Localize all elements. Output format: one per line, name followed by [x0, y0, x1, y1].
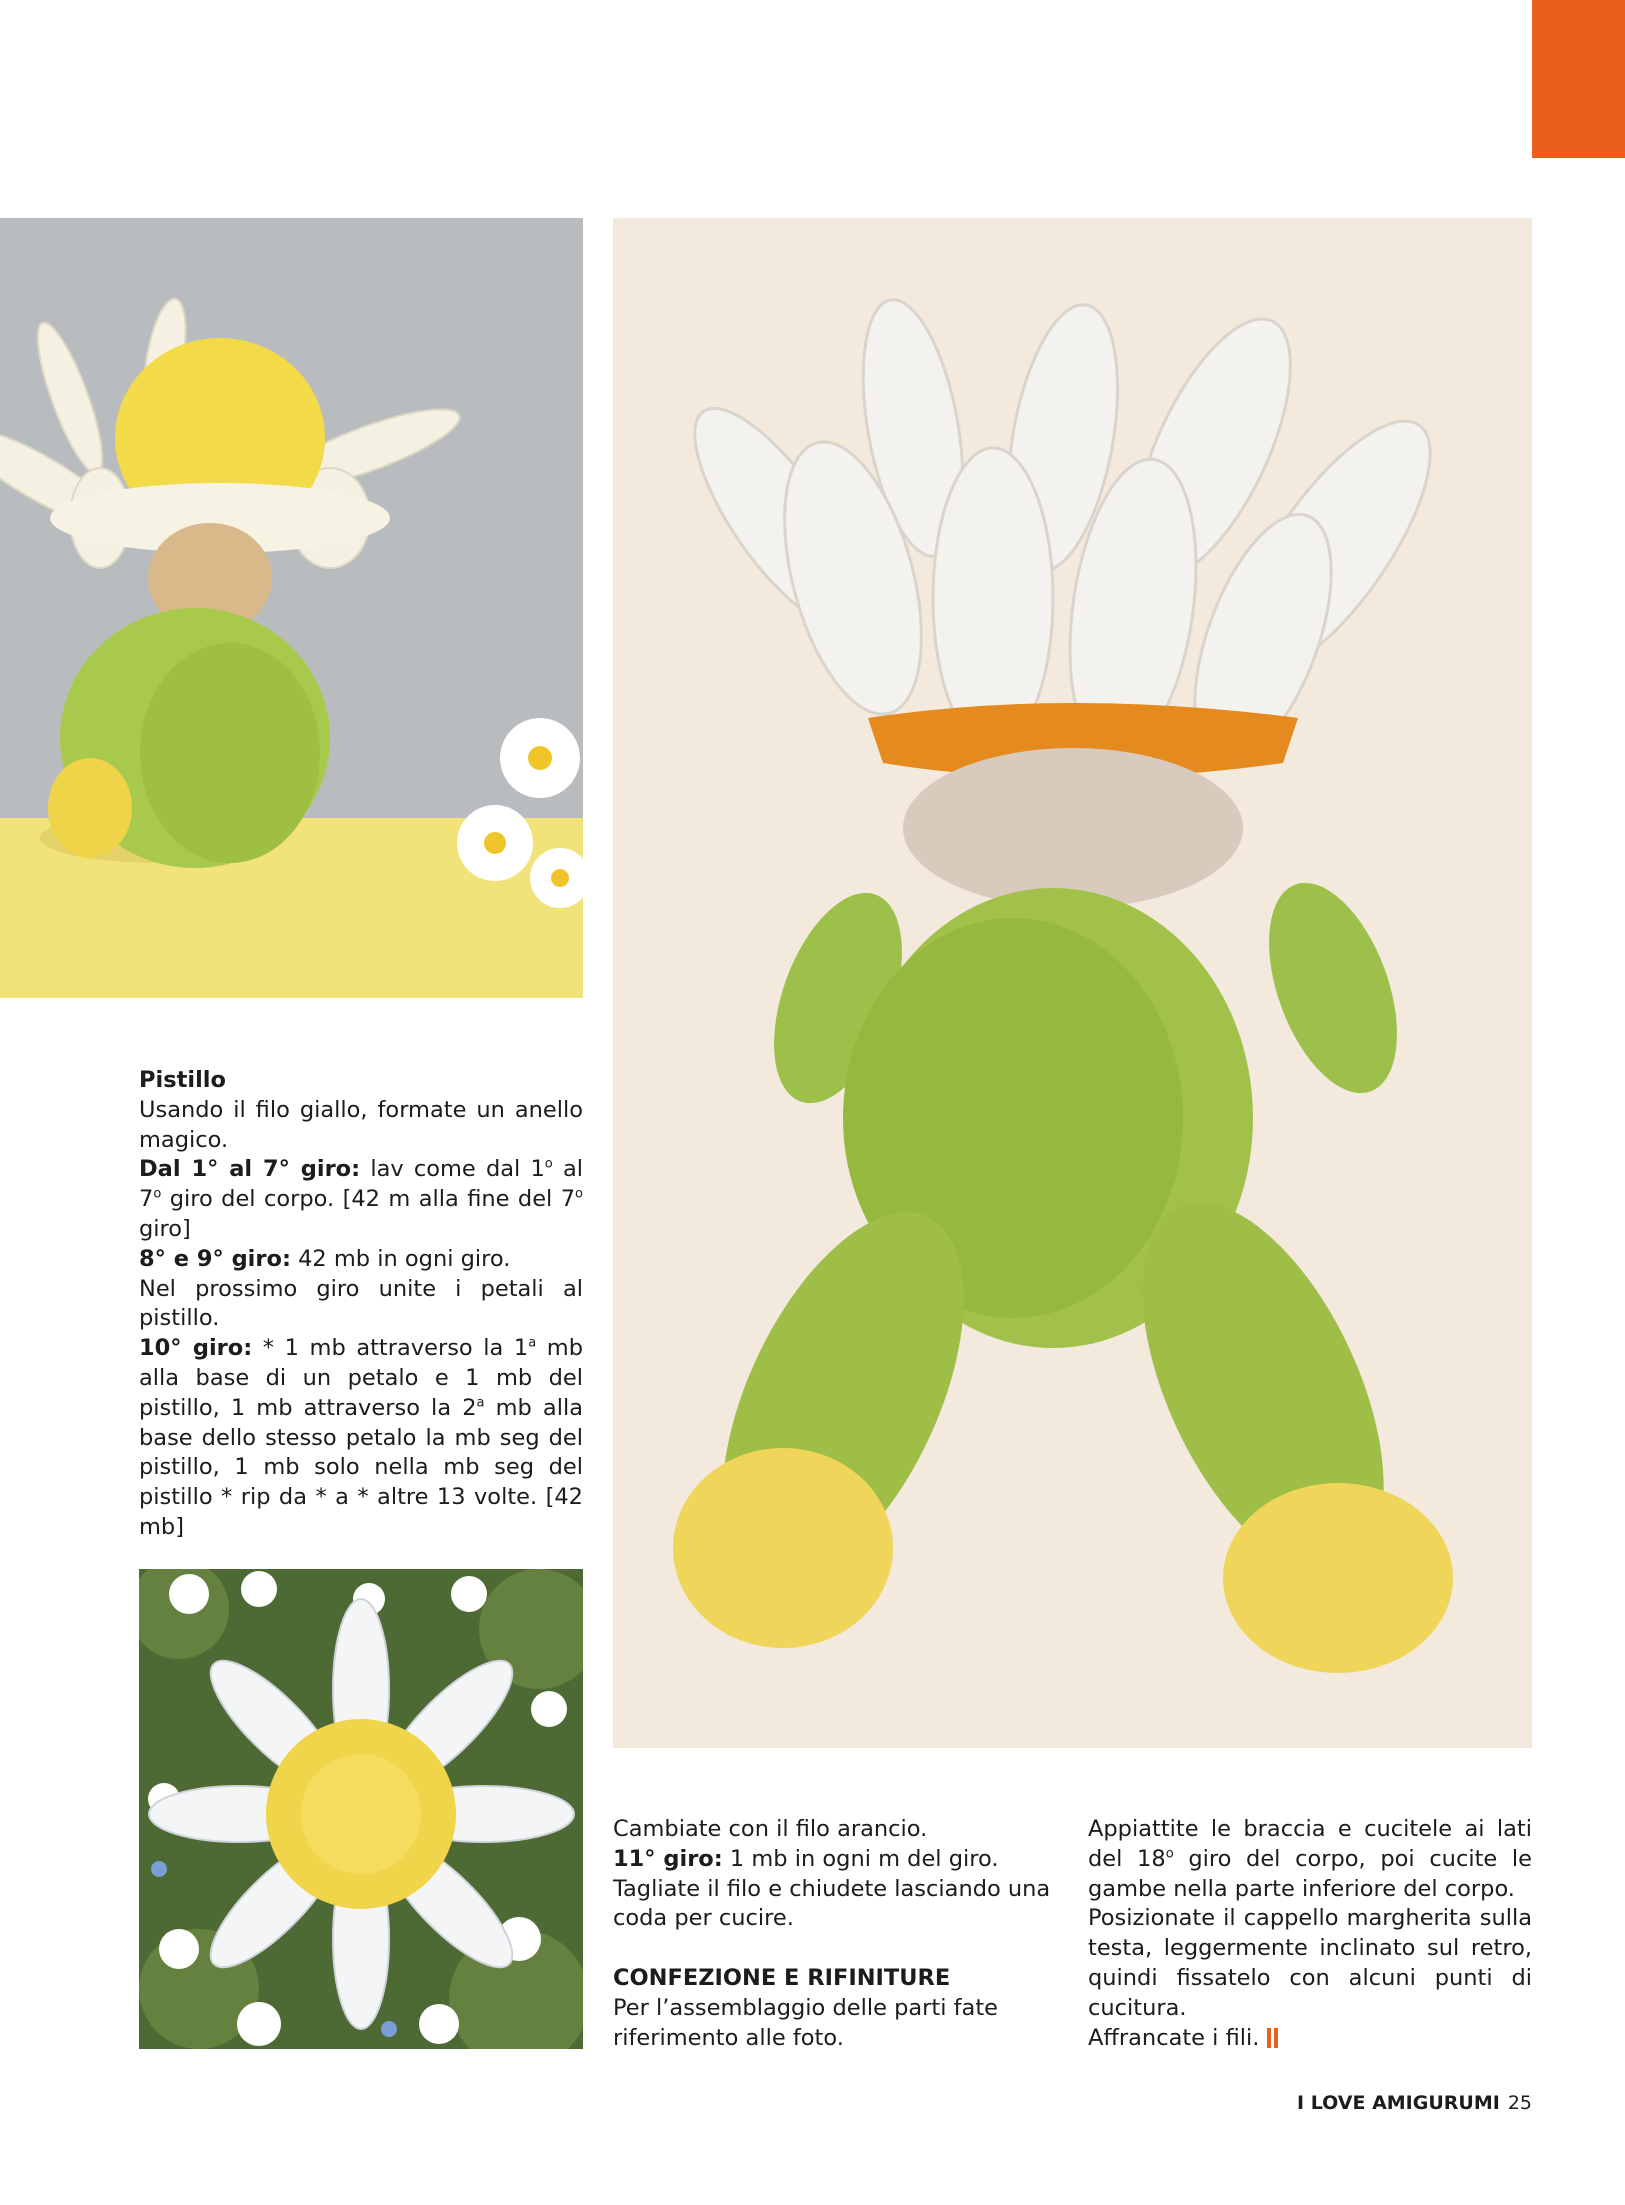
finish-line: Affrancate i fili. [1088, 2024, 1532, 2054]
middle-column [613, 1815, 1057, 2053]
page-number: 25 [1507, 2092, 1532, 2114]
cut-yarn-line: Tagliate il filo e chiudete lasciando una coda per cucire. [613, 1875, 1051, 1932]
flat-view-photo [613, 218, 1532, 1748]
page-footer [1297, 2092, 1532, 2114]
arms-legs-instruction: Appiattite le braccia e cucitele ai lati del 18$^o$ giro del corpo, poi cucite le gambe nella parte inferiore del corpo. [1088, 1816, 1532, 1902]
assembly-note: Per l’assemblaggio delle parti fate riferimento alle foto. [613, 1994, 999, 2051]
round-1-7: Dal 1° al 7° giro: lav come dal 1$^o$ al 7$^o$ giro del corpo. [42 m alla fine del 7$^o$ giro] [139, 1156, 583, 1242]
round-11: 11° giro: 1 mb in ogni m del giro. [613, 1845, 999, 1872]
change-yarn-line: Cambiate con il filo arancio. [613, 1816, 928, 1842]
daisy-closeup-photo [139, 1569, 583, 2049]
hat-instruction: Posizionate il cappello margherita sulla testa, leggermente inclinato sul retro, quindi fissatelo con alcuni punti di cucitura. [1088, 1905, 1532, 2021]
round-8-9: 8° e 9° giro: 42 mb in ogni giro. [139, 1245, 511, 1272]
section-color-tab [1532, 0, 1625, 158]
end-mark-icon [1267, 2027, 1281, 2047]
pistillo-title: Pistillo [139, 1067, 226, 1093]
back-view-photo [0, 218, 583, 998]
magazine-name: I LOVE AMIGURUMI [1297, 2092, 1500, 2114]
petals-note: Nel prossimo giro unite i petali al pistillo. [139, 1275, 583, 1332]
finishing-heading: CONFEZIONE E RIFINITURE [613, 1964, 951, 1991]
pistillo-intro: Usando il filo giallo, formate un anello magico. [139, 1096, 583, 1153]
pistillo-instructions [139, 1066, 583, 1543]
round-10: 10° giro: * 1 mb attraverso la 1$^a$ mb alla base di un petalo e 1 mb del pistillo, 1 mb attraverso la 2$^a$ mb alla base dello stesso petalo la mb seg del pistillo, 1 mb solo nella mb seg del pistillo * rip da * a * altre 13 volte. [42 mb] [139, 1335, 583, 1540]
right-column [1088, 1815, 1532, 2053]
